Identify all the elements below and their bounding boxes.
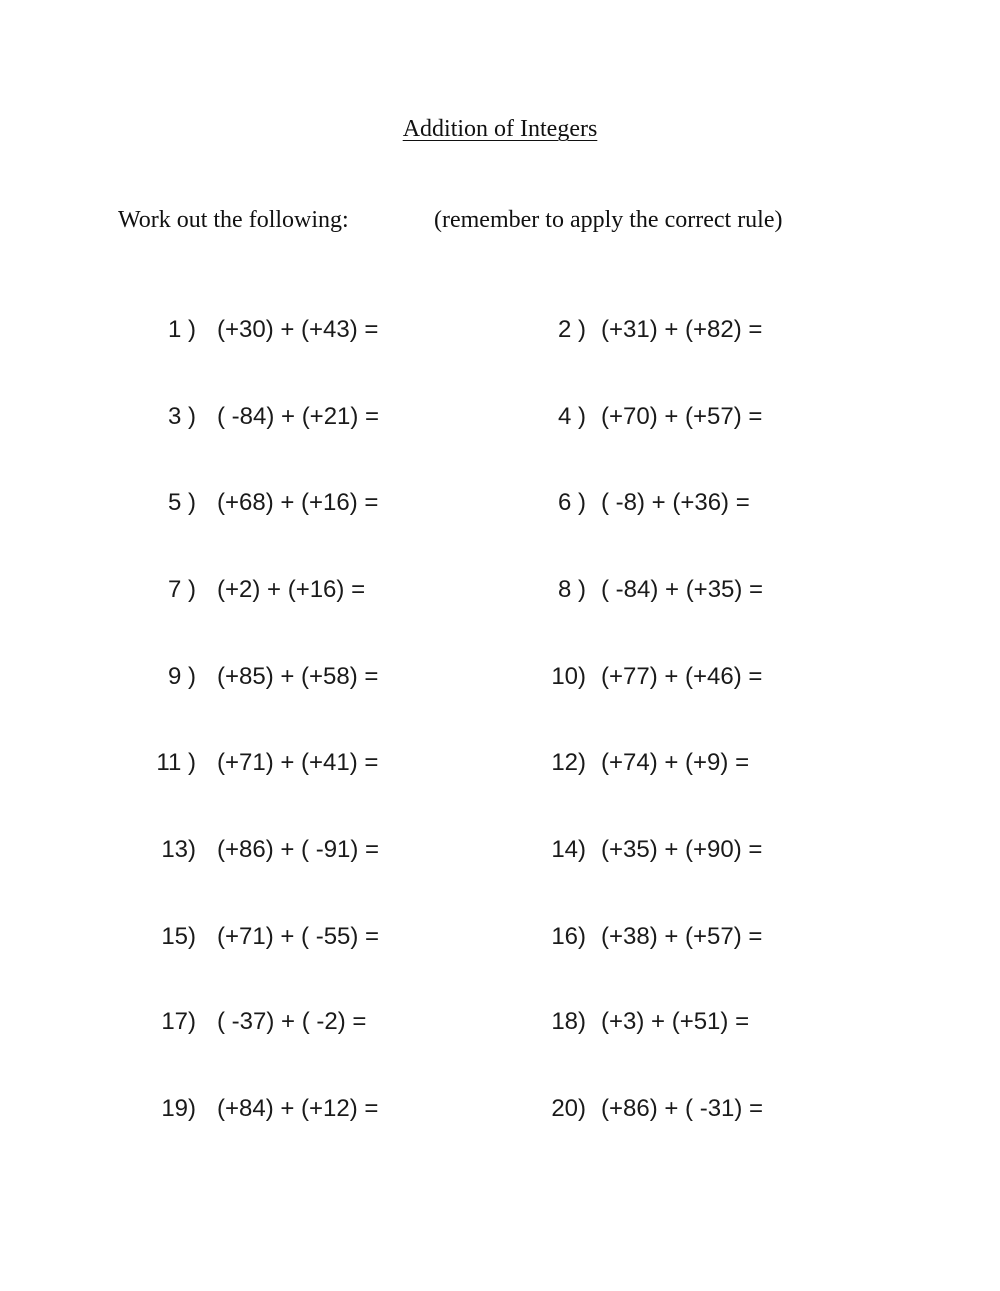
problem-number: 17) [161,1008,196,1035]
problem-number: 15) [161,923,196,950]
problem-number: 8 ) [557,576,586,603]
problem-expression: (+68) + (+16) = [217,489,379,516]
worksheet-title: Addition of Integers [402,116,598,142]
problem-row [0,1008,1000,1048]
problem-number: 16) [551,923,586,950]
problem-expression: ( -84) + (+35) = [601,576,764,603]
problem-row [0,316,1000,356]
problem-expression: (+86) + ( -91) = [217,836,380,863]
problem-row [0,749,1000,789]
problem-row [0,663,1000,703]
problem-row [0,1095,1000,1135]
problem-expression: (+77) + (+46) = [601,663,763,690]
problem-expression: (+71) + ( -55) = [217,923,380,950]
problem-expression: (+86) + ( -31) = [601,1095,764,1122]
problem-expression: (+70) + (+57) = [601,403,763,430]
problem-number: 13) [161,836,196,863]
problem-number: 12) [551,749,586,776]
problem-expression: (+71) + (+41) = [217,749,379,776]
problem-expression: (+31) + (+82) = [601,316,763,343]
problem-number: 4 ) [557,403,586,430]
problem-expression: ( -8) + (+36) = [601,489,750,516]
problem-expression: (+74) + (+9) = [601,749,750,776]
problem-expression: (+35) + (+90) = [601,836,763,863]
problem-row [0,403,1000,443]
problem-row [0,489,1000,529]
problem-number: 3 ) [167,403,196,430]
problem-number: 18) [551,1008,586,1035]
problem-expression: ( -37) + ( -2) = [217,1008,367,1035]
problem-number: 14) [551,836,586,863]
problem-row [0,836,1000,876]
problem-number: 1 ) [167,316,196,343]
problem-row [0,923,1000,963]
instruction-text: Work out the following: [118,207,349,233]
problem-number: 5 ) [167,489,196,516]
problem-number: 19) [161,1095,196,1122]
problem-number: 20) [551,1095,586,1122]
problem-number: 7 ) [167,576,196,603]
problem-number: 9 ) [167,663,196,690]
problem-number: 10) [551,663,586,690]
problem-expression: (+38) + (+57) = [601,923,763,950]
problem-number: 2 ) [557,316,586,343]
problem-number: 11 ) [156,749,196,776]
problem-expression: (+30) + (+43) = [217,316,379,343]
problem-number: 6 ) [557,489,586,516]
problem-expression: (+84) + (+12) = [217,1095,379,1122]
problem-expression: (+2) + (+16) = [217,576,366,603]
problem-expression: ( -84) + (+21) = [217,403,380,430]
problem-expression: (+3) + (+51) = [601,1008,750,1035]
problem-expression: (+85) + (+58) = [217,663,379,690]
problem-row [0,576,1000,616]
instruction-hint: (remember to apply the correct rule) [434,207,783,233]
